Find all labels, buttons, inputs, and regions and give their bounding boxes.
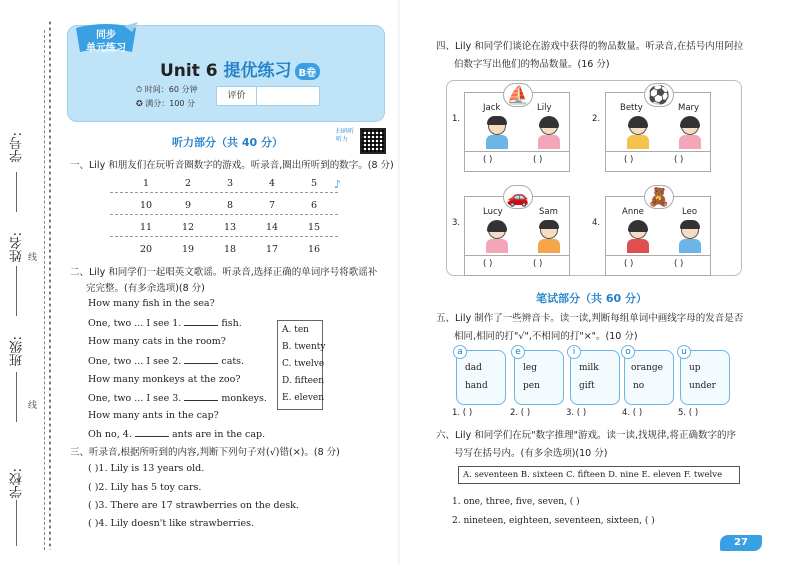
song-text: cats. (221, 356, 245, 367)
grid-number[interactable]: 11 (139, 222, 153, 233)
answer-paren[interactable]: ( ) (483, 259, 493, 269)
option-d: D. fifteen (282, 376, 325, 386)
pic-number-1: 1. (452, 114, 461, 124)
binding-strip (0, 0, 60, 565)
grid-number[interactable]: 17 (265, 244, 279, 255)
song-line-5: How many monkeys at the zoo? (88, 374, 241, 385)
binding-line (44, 30, 45, 550)
picture-1 (464, 85, 570, 172)
badge-line1: 同步 (96, 30, 116, 41)
kid-name-leo: Leo (682, 207, 698, 217)
label-student-number: 学号: (10, 132, 25, 163)
statement-1[interactable]: ( )1. Lily is 13 years old. (88, 463, 205, 474)
number-grid (110, 172, 338, 258)
grid-number[interactable]: 9 (184, 200, 192, 211)
card-word: under (689, 381, 716, 391)
answer-paren[interactable]: ( ) (483, 155, 493, 165)
picture-2 (605, 85, 711, 172)
song-text: Oh no, 4. (88, 429, 132, 440)
boy-icon (485, 117, 509, 151)
score-text: 满分：100 分 (145, 99, 196, 108)
title-highlight: 提优练习 (223, 61, 292, 81)
grid-number[interactable]: 3 (226, 178, 234, 189)
title-prefix: Unit 6 (160, 61, 224, 81)
card-letter: o (621, 345, 635, 359)
song-text: fish. (221, 318, 242, 329)
card-word: dad (465, 363, 482, 373)
card-letter: i (567, 345, 581, 359)
answer-paren[interactable]: ( ) (533, 155, 543, 165)
song-line-7: How many ants in the cap? (88, 410, 219, 421)
blank-name[interactable] (16, 266, 17, 316)
options-box (277, 320, 326, 410)
teddy-bear-icon: 🧸 (644, 185, 674, 209)
pic-number-3: 3. (452, 218, 461, 228)
toy-car-icon: 🚗 (503, 185, 533, 209)
grid-number[interactable]: 18 (223, 244, 237, 255)
grid-number[interactable]: 14 (265, 222, 279, 233)
binding-xian-mark: 线 (28, 253, 38, 263)
grid-number[interactable]: 12 (181, 222, 195, 233)
divider (606, 255, 710, 256)
kid-name-betty: Betty (620, 103, 643, 113)
option-e: E. eleven (282, 393, 325, 403)
song-line-3: How many cats in the room? (88, 336, 226, 347)
card-answer-1[interactable]: 1. ( ) (452, 408, 473, 418)
blank-class[interactable] (16, 372, 17, 422)
phonics-card-i (570, 347, 620, 405)
girl-icon (537, 117, 561, 151)
number-options-box: A. seventeen B. sixteen C. fifteen D. nine E. eleven F. twelve (458, 466, 740, 484)
grid-number[interactable]: 13 (223, 222, 237, 233)
option-b: B. twenty (282, 342, 326, 352)
card-word: leg (523, 363, 537, 373)
answer-paren[interactable]: ( ) (674, 259, 684, 269)
grid-number[interactable]: 10 (139, 200, 153, 211)
grid-number[interactable]: 7 (268, 200, 276, 211)
page-fold (398, 0, 400, 565)
answer-blank-4[interactable] (135, 428, 169, 437)
card-letter: u (677, 345, 691, 359)
picture-4 (605, 187, 711, 276)
song-text: ants are in the cap. (171, 429, 266, 440)
card-word: orange (631, 363, 663, 373)
question-5-line1: 五、Lily 制作了一些辨音卡。读一读,判断每组单词中画线字母的发音是否 (436, 313, 744, 324)
answer-paren[interactable]: ( ) (674, 155, 684, 165)
song-line-8 (88, 428, 265, 440)
divider (465, 255, 569, 256)
card-word: up (689, 363, 701, 373)
song-text: One, two ... I see 1. (88, 318, 182, 329)
listening-section-title: 听力部分（共 40 分） (172, 136, 283, 149)
answer-paren[interactable]: ( ) (624, 155, 634, 165)
question-6-line1: 六、Lily 和同学们在玩"数字推理"游戏。读一读,找规律,将正确数字的序 (436, 430, 736, 441)
song-line-2 (88, 317, 242, 329)
grid-number[interactable]: 5 (310, 178, 318, 189)
ear-icon: ♪ (334, 178, 342, 191)
divider (606, 151, 710, 152)
card-answer-3[interactable]: 3. ( ) (566, 408, 587, 418)
grid-number[interactable]: 20 (139, 244, 153, 255)
grid-number[interactable]: 19 (181, 244, 195, 255)
badge-line2: 单元练习 (86, 43, 126, 54)
written-section-title: 笔试部分（共 60 分） (536, 292, 647, 305)
song-line-4 (88, 355, 244, 367)
qr-code-icon[interactable] (360, 128, 386, 154)
song-text: monkeys. (221, 393, 267, 404)
card-answer-2[interactable]: 2. ( ) (510, 408, 531, 418)
grid-separator (110, 214, 338, 215)
sequence-1[interactable]: 1. one, three, five, seven, ( ) (452, 497, 580, 507)
label-name: 姓名: (10, 232, 25, 263)
sequence-2[interactable]: 2. nineteen, eighteen, seventeen, sixteen, ( ) (452, 516, 655, 526)
grid-separator (110, 236, 338, 237)
statement-3[interactable]: ( )3. There are 17 strawberries on the desk. (88, 500, 299, 511)
girl-icon (626, 117, 650, 151)
unit-badge (72, 22, 140, 56)
card-answer-4[interactable]: 4. ( ) (622, 408, 643, 418)
card-word: pen (523, 381, 540, 391)
picture-3 (464, 187, 570, 276)
pic-number-2: 2. (592, 114, 601, 124)
phonics-card-a (456, 347, 506, 405)
kid-name-jack: Jack (483, 103, 501, 113)
song-line-6 (88, 392, 267, 404)
grid-number[interactable]: 15 (307, 222, 321, 233)
option-a: A. ten (282, 325, 309, 335)
boy-icon (678, 221, 702, 255)
kid-name-mary: Mary (678, 103, 700, 113)
grid-number[interactable]: 8 (226, 200, 234, 211)
boy-icon (537, 221, 561, 255)
question-1: 一、Lily 和朋友们在玩听音圈数字的游戏。听录音,圈出所听到的数字。(8 分) (70, 160, 394, 171)
title-badge: B卷 (295, 63, 321, 80)
boat-icon: ⛵ (503, 83, 533, 107)
card-word: gift (579, 381, 595, 391)
question-2-line2: 完完整。(有多余选项)(8 分) (86, 283, 205, 294)
answer-blank-2[interactable] (184, 355, 218, 364)
ball-icon: ⚽ (644, 83, 674, 107)
phonics-card-u (680, 347, 730, 405)
binding-xian-mark-2: 线 (28, 401, 38, 411)
kid-name-lucy: Lucy (483, 207, 503, 217)
grid-number[interactable]: 16 (307, 244, 321, 255)
question-4-line1: 四、Lily 和同学们谈论在游戏中获得的物品数量。听录音,在括号内用阿拉 (436, 41, 744, 52)
label-class: 班级: (10, 336, 25, 367)
kid-name-anne: Anne (622, 207, 644, 217)
question-2-line1: 二、Lily 和同学们一起唱英文歌谣。听录音,选择正确的单词序号将歌谣补 (70, 267, 378, 278)
statement-4[interactable]: ( )4. Lily doesn't like strawberries. (88, 518, 254, 529)
star-icon: ✪ (136, 99, 146, 108)
girl-icon (626, 221, 650, 255)
card-word: milk (579, 363, 599, 373)
card-word: hand (465, 381, 488, 391)
grid-separator (110, 192, 338, 193)
song-text: One, two ... I see 3. (88, 393, 182, 404)
time-limit (136, 84, 198, 95)
binding-dots (48, 20, 52, 550)
card-letter: a (453, 345, 467, 359)
phonics-card-e (514, 347, 564, 405)
answer-paren[interactable]: ( ) (624, 259, 634, 269)
question-3: 三、听录音,根据所听到的内容,判断下列句子对(√)错(×)。(8 分) (70, 447, 340, 458)
blank-student-number[interactable] (16, 172, 17, 212)
song-text: One, two ... I see 2. (88, 356, 182, 367)
kid-name-sam: Sam (539, 207, 558, 217)
question-6-line2: 号写在括号内。(有多余选项)(10 分) (454, 448, 608, 459)
grid-number[interactable]: 6 (310, 200, 318, 211)
grid-number[interactable]: 1 (142, 178, 150, 189)
grid-number[interactable]: 4 (268, 178, 276, 189)
statement-2[interactable]: ( )2. Lily has 5 toy cars. (88, 482, 202, 493)
answer-blank-1[interactable] (184, 317, 218, 326)
full-score (136, 98, 195, 109)
evaluation-box[interactable] (216, 86, 320, 106)
girl-icon (678, 117, 702, 151)
kid-name-lily: Lily (537, 103, 552, 113)
page-title (160, 56, 320, 81)
answer-blank-3[interactable] (184, 392, 218, 401)
phonics-card-o (624, 347, 674, 405)
page-number: 27 (720, 535, 762, 551)
divider (465, 151, 569, 152)
time-text: 时间：60 分钟 (144, 85, 198, 94)
pic-number-4: 4. (592, 218, 601, 228)
grid-number[interactable]: 2 (184, 178, 192, 189)
label-school: 学校: (10, 468, 25, 499)
card-word: no (633, 381, 645, 391)
question-4-line2: 伯数字写出他们的物品数量。(16 分) (454, 59, 610, 70)
song-line-1: How many fish in the sea? (88, 298, 215, 309)
qr-label: 扫码听听力 (336, 128, 355, 143)
girl-icon (485, 221, 509, 255)
option-c: C. twelve (282, 359, 325, 369)
card-letter: e (511, 345, 525, 359)
card-answer-5[interactable]: 5. ( ) (678, 408, 699, 418)
answer-paren[interactable]: ( ) (533, 259, 543, 269)
question-5-line2: 相同,相同的打"√",不相同的打"×"。(10 分) (454, 331, 638, 342)
blank-school[interactable] (16, 500, 17, 546)
evaluation-label: 评价 (217, 87, 257, 105)
clock-icon: ⏱ (136, 85, 145, 94)
